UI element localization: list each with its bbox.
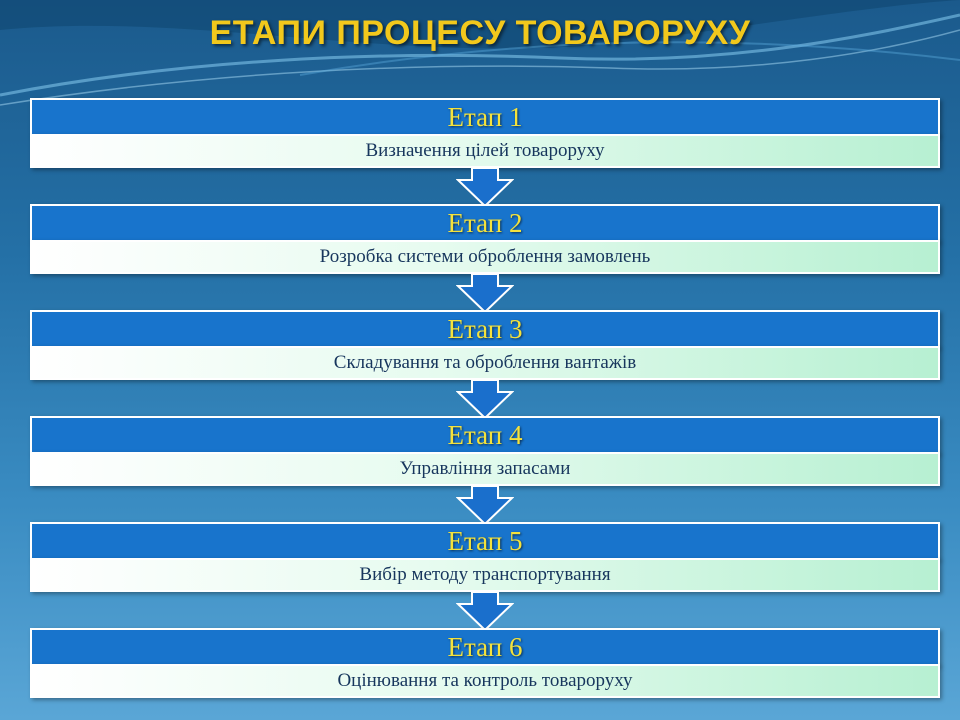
- down-arrow-icon: [456, 380, 514, 420]
- down-arrow-icon: [456, 592, 514, 632]
- down-arrow-icon: [456, 486, 514, 526]
- stage-4: [30, 416, 940, 486]
- stage-4-label: Етап 4: [30, 416, 940, 454]
- stage-5: [30, 522, 940, 592]
- down-arrow-icon: [456, 274, 514, 314]
- stage-1-label: Етап 1: [30, 98, 940, 136]
- stage-1: [30, 98, 940, 168]
- stage-3-label: Етап 3: [30, 310, 940, 348]
- stage-2-label: Етап 2: [30, 204, 940, 242]
- stage-2-description: Розробка системи оброблення замовлень: [30, 240, 940, 274]
- stage-4-description: Управління запасами: [30, 452, 940, 486]
- stage-6-description: Оцінювання та контроль товароруху: [30, 664, 940, 698]
- stage-5-label: Етап 5: [30, 522, 940, 560]
- stage-6: [30, 628, 940, 698]
- down-arrow-icon: [456, 168, 514, 208]
- stage-1-description: Визначення цілей товароруху: [30, 134, 940, 168]
- stage-6-label: Етап 6: [30, 628, 940, 666]
- stage-3-description: Складування та оброблення вантажів: [30, 346, 940, 380]
- stage-2: [30, 204, 940, 274]
- stage-5-description: Вибір методу транспортування: [30, 558, 940, 592]
- page-title: ЕТАПИ ПРОЦЕСУ ТОВАРОРУХУ: [209, 14, 751, 52]
- stage-3: [30, 310, 940, 380]
